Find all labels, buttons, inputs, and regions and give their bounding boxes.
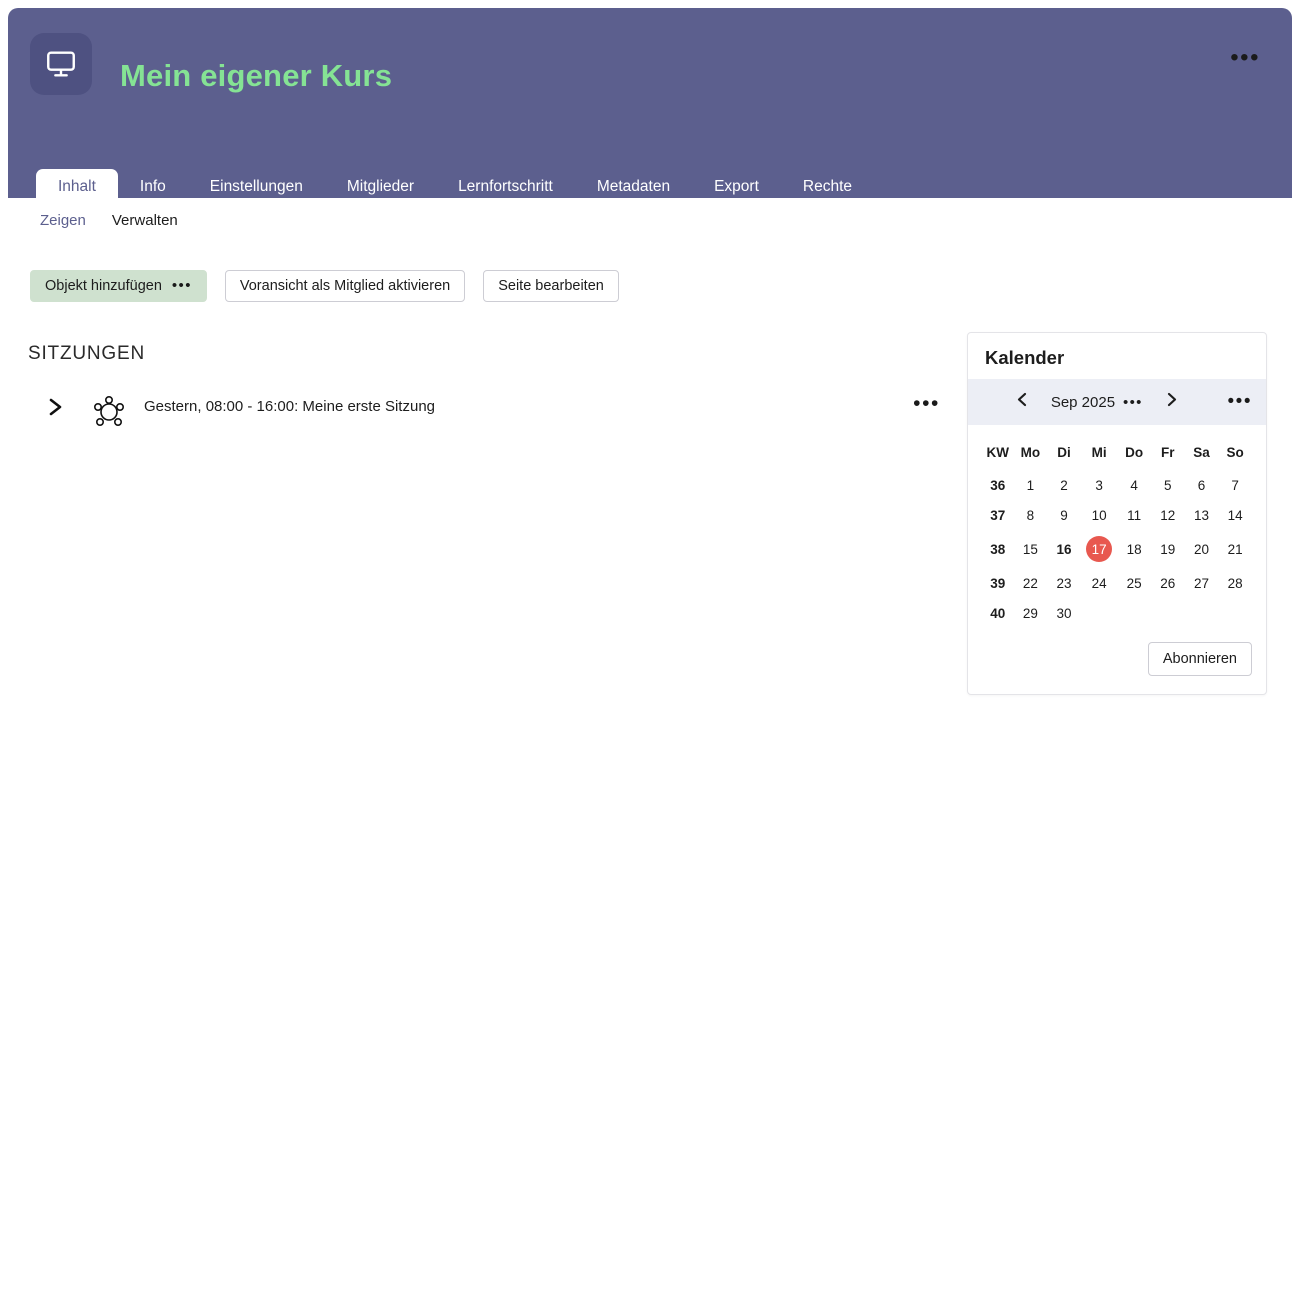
- calendar-day-label: 27: [1193, 575, 1209, 591]
- calendar-day-empty: [1151, 598, 1185, 628]
- calendar-day-empty: [1185, 598, 1219, 628]
- page-title: Mein eigener Kurs: [120, 58, 393, 93]
- calendar-day[interactable]: [1185, 500, 1219, 530]
- calendar-week-number: 39: [990, 575, 1006, 591]
- calendar-week-number: 40: [990, 605, 1006, 621]
- page-header: [8, 8, 1292, 198]
- calendar-panel: [967, 332, 1267, 695]
- add-object-more-icon[interactable]: •••: [171, 277, 192, 294]
- more-options-icon[interactable]: •••: [1230, 44, 1260, 71]
- calendar-day[interactable]: [1218, 470, 1252, 500]
- calendar-day-label: 16: [1056, 541, 1072, 557]
- add-object-button[interactable]: [30, 270, 207, 302]
- calendar-day-today[interactable]: [1047, 530, 1081, 568]
- calendar-month-switcher: [978, 385, 1216, 419]
- preview-as-member-button[interactable]: Voransicht als Mitglied aktivieren: [225, 270, 465, 302]
- calendar-month-label-group[interactable]: [1051, 394, 1143, 411]
- calendar-day-label: 22: [1022, 575, 1038, 591]
- calendar-prev-month-icon[interactable]: [1010, 392, 1035, 412]
- calendar-day-label: 14: [1227, 507, 1243, 523]
- calendar-day[interactable]: [1151, 568, 1185, 598]
- subscribe-button[interactable]: Abonnieren: [1148, 642, 1252, 676]
- calendar-footer: [968, 632, 1266, 694]
- calendar-week-row: [982, 530, 1252, 568]
- calendar-day[interactable]: [1151, 530, 1185, 568]
- calendar-header-fr: Fr: [1161, 445, 1175, 460]
- calendar-day-label: 24: [1091, 575, 1107, 591]
- calendar-day[interactable]: [1047, 568, 1081, 598]
- calendar-day[interactable]: [1081, 470, 1117, 500]
- calendar-header-sa: Sa: [1193, 445, 1210, 460]
- calendar-day-label: 29: [1022, 605, 1038, 621]
- calendar-day-label: 3: [1095, 477, 1103, 493]
- calendar-day-label: 23: [1056, 575, 1072, 591]
- calendar-grid: [968, 425, 1266, 632]
- calendar-day[interactable]: [1218, 568, 1252, 598]
- list-item-more-icon[interactable]: •••: [913, 392, 940, 415]
- chevron-right-icon[interactable]: [46, 395, 66, 419]
- calendar-day-label: 21: [1227, 541, 1243, 557]
- calendar-month-label: Sep 2025: [1050, 393, 1116, 411]
- calendar-day-label: 6: [1197, 477, 1206, 493]
- calendar-day-label: 8: [1026, 507, 1035, 523]
- tab-lernfortschritt[interactable]: Lernfortschritt: [458, 178, 553, 195]
- calendar-day-label: 7: [1231, 477, 1239, 493]
- calendar-day[interactable]: [1081, 500, 1117, 530]
- tab-einstellungen[interactable]: Einstellungen: [209, 178, 303, 195]
- sub-tab-bar: [40, 212, 178, 229]
- calendar-day-label: 30: [1056, 605, 1072, 621]
- calendar-day-label: 10: [1091, 507, 1107, 523]
- presentation-screen-icon: [30, 33, 92, 95]
- calendar-day-selected[interactable]: [1081, 530, 1117, 568]
- calendar-next-month-icon[interactable]: [1159, 392, 1184, 412]
- calendar-day[interactable]: [1185, 470, 1219, 500]
- calendar-day[interactable]: [1047, 500, 1081, 530]
- list-item-label: Gestern, 08:00 - 16:00: Meine erste Sitzung: [144, 398, 435, 415]
- subtab-zeigen[interactable]: Zeigen: [40, 212, 86, 229]
- action-toolbar: [30, 270, 619, 302]
- tab-export[interactable]: Export: [714, 178, 759, 195]
- calendar-day[interactable]: [1185, 530, 1219, 568]
- calendar-week-row: [982, 500, 1252, 530]
- calendar-day-label: 4: [1130, 477, 1138, 493]
- calendar-day[interactable]: [1218, 500, 1252, 530]
- calendar-week-number: 38: [990, 541, 1006, 557]
- calendar-day[interactable]: [1218, 530, 1252, 568]
- calendar-week-row: [982, 598, 1252, 628]
- calendar-month-more-icon[interactable]: •••: [1123, 393, 1143, 411]
- calendar-header-so: So: [1226, 445, 1244, 460]
- calendar-day-label: 2: [1060, 477, 1068, 493]
- calendar-header-mo: Mo: [1020, 445, 1041, 460]
- calendar-week-row: [982, 568, 1252, 598]
- calendar-week-number: 37: [990, 507, 1006, 523]
- calendar-day-label: 18: [1126, 541, 1142, 557]
- calendar-day-empty: [1117, 598, 1151, 628]
- calendar-day[interactable]: [1047, 470, 1081, 500]
- subtab-verwalten[interactable]: Verwalten: [111, 212, 178, 229]
- calendar-week-row: [982, 470, 1252, 500]
- calendar-day-label: 28: [1227, 575, 1243, 591]
- calendar-day-label: 11: [1127, 507, 1142, 523]
- calendar-day[interactable]: [1185, 568, 1219, 598]
- section-title-sitzungen: SITZUNGEN: [28, 343, 145, 364]
- calendar-header-di: Di: [1057, 445, 1071, 460]
- calendar-day[interactable]: [1081, 568, 1117, 598]
- session-nodes-icon: [88, 391, 130, 433]
- calendar-day-label: 5: [1164, 477, 1172, 493]
- list-item: [28, 385, 940, 437]
- calendar-day-label: 20: [1193, 541, 1209, 557]
- calendar-header-kw: KW: [986, 445, 1010, 460]
- calendar-week-number: 36: [990, 477, 1006, 493]
- calendar-day[interactable]: [1014, 500, 1048, 530]
- tab-mitglieder[interactable]: Mitglieder: [346, 178, 415, 195]
- calendar-day-label: 17: [1086, 536, 1112, 562]
- calendar-day-label: 19: [1160, 541, 1176, 557]
- calendar-title: Kalender: [985, 347, 1065, 368]
- calendar-header-mi: Mi: [1091, 445, 1107, 460]
- tab-rechte[interactable]: Rechte: [802, 178, 853, 195]
- calendar-day[interactable]: [1014, 470, 1048, 500]
- calendar-day[interactable]: [1117, 530, 1151, 568]
- calendar-day[interactable]: [1117, 568, 1151, 598]
- calendar-weekday-header-row: [982, 441, 1252, 470]
- calendar-day-label: 15: [1022, 541, 1038, 557]
- calendar-day-label: 25: [1126, 575, 1142, 591]
- edit-page-button[interactable]: Seite bearbeiten: [483, 270, 619, 302]
- calendar-more-options-icon[interactable]: •••: [1227, 391, 1252, 412]
- calendar-day[interactable]: [1014, 530, 1048, 568]
- calendar-day[interactable]: [1151, 470, 1185, 500]
- calendar-day-empty: [1218, 598, 1252, 628]
- calendar-day-label: 12: [1160, 507, 1176, 523]
- calendar-navigation: [968, 379, 1266, 425]
- calendar-day[interactable]: [1117, 470, 1151, 500]
- calendar-day[interactable]: [1117, 500, 1151, 530]
- calendar-day-label: 13: [1193, 507, 1209, 523]
- main-tab-bar: [36, 168, 874, 206]
- calendar-day-empty: [1081, 598, 1117, 628]
- tab-inhalt[interactable]: Inhalt: [36, 169, 118, 206]
- calendar-day[interactable]: [1151, 500, 1185, 530]
- add-object-label: Objekt hinzufügen: [45, 278, 162, 294]
- calendar-day-label: 26: [1160, 575, 1176, 591]
- tab-info[interactable]: Info: [139, 178, 166, 195]
- calendar-day-label: 1: [1026, 477, 1035, 493]
- calendar-day[interactable]: [1014, 598, 1048, 628]
- calendar-day-label: 9: [1060, 507, 1068, 523]
- tab-metadaten[interactable]: Metadaten: [596, 178, 671, 195]
- calendar-header-do: Do: [1125, 445, 1144, 460]
- calendar-day[interactable]: [1014, 568, 1048, 598]
- calendar-day[interactable]: [1047, 598, 1081, 628]
